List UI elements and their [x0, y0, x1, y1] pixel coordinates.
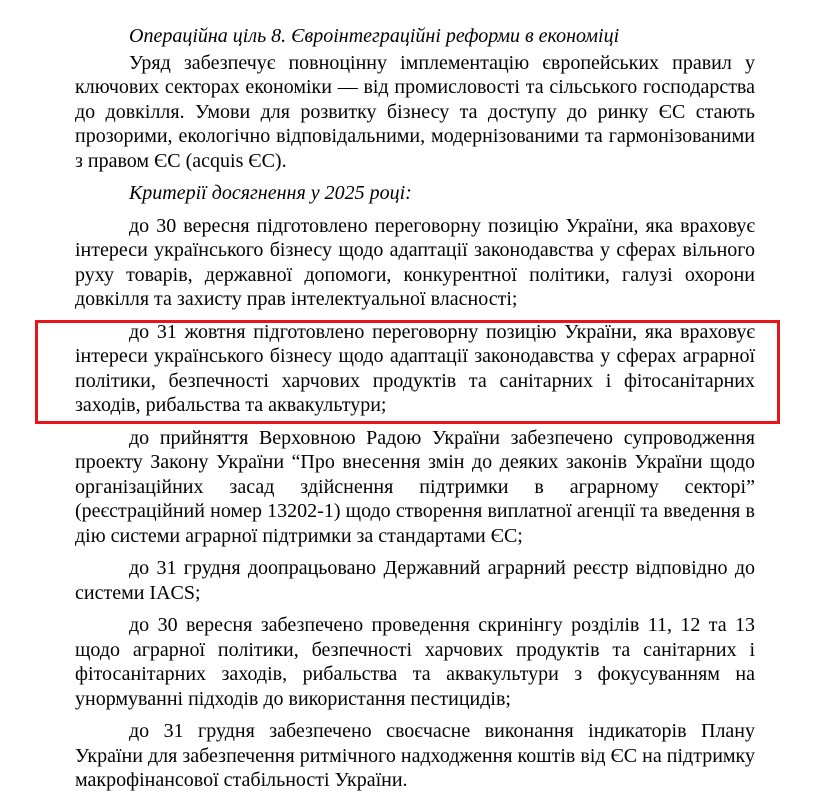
intro-paragraph: Уряд забезпечує повноцінну імплементацію європейських правил у ключових секторах економіки — від промисловості та сільського господарства до довкілля. Умови для розвитку бізнесу та доступу до ринку ЄС стають прозорими, екологічно відповідальними, модернізованими та гармонізованими з правом ЄС (acquis ЄС).: [75, 51, 755, 172]
criteria-item-6: до 31 грудня забезпечено своєчасне виконання індикаторів Плану України для забезпечення ритмічного надходження коштів від ЄС на підтримку макрофінансової стабільності України.: [75, 720, 755, 791]
highlight-box: [35, 320, 780, 424]
criteria-item-2: до 31 жовтня підготовлено переговорну позицію України, яка враховує інтереси українського бізнесу щодо адаптації законодавства у сферах аграрної політики, безпечності харчових продуктів та санітарних і фітосанітарних заходів, рибальства та аквакультури;: [75, 320, 755, 416]
criteria-item-3: до прийняття Верховною Радою України забезпечено супроводження проекту Закону України “Про внесення змін до деяких законів України щодо організаційних засад здійснення підтримки в аграрному секторі” (реєстраційний номер 13202-1) щодо створення виплатної агенції та введення в дію системи аграрної підтримки за стандартами ЄС;: [75, 426, 755, 547]
criteria-item-1: до 30 вересня підготовлено переговорну позицію України, яка враховує інтереси українського бізнесу щодо адаптації законодавства у сферах вільного руху товарів, державної допомоги, конкурентної політики, галузі охорони довкілля та захисту прав інтелектуальної власності;: [75, 214, 755, 310]
criteria-item-4: до 31 грудня доопрацьовано Державний аграрний реєстр відповідно до системи IACS;: [75, 557, 755, 604]
criteria-item-5: до 30 вересня забезпечено проведення скринінгу розділів 11, 12 та 13 щодо аграрної політики, безпечності харчових продуктів та санітарних і фітосанітарних заходів, рибальства та аквакультури з фокусуванням на унормуванні підходів до використання пестицидів;: [75, 614, 755, 710]
criteria-heading: Критерії досягнення у 2025 році:: [129, 182, 412, 204]
section-heading: Операційна ціль 8. Євроінтеграційні реформи в економіці: [129, 25, 620, 47]
